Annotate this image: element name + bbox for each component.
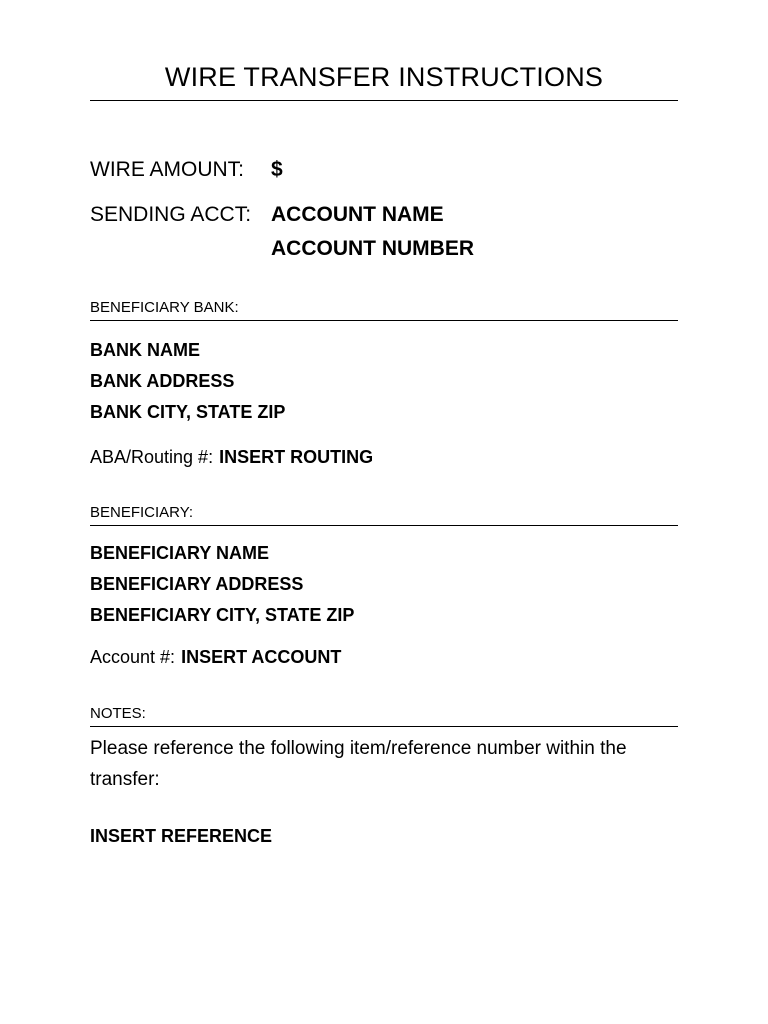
document-title: WIRE TRANSFER INSTRUCTIONS xyxy=(90,62,678,101)
notes-text: Please reference the following item/reference number within the transfer: xyxy=(90,738,627,790)
beneficiary-heading: BENEFICIARY: xyxy=(90,504,678,526)
wire-amount-row xyxy=(90,158,283,182)
bank-name: BANK NAME xyxy=(90,340,200,360)
sending-acct-name: ACCOUNT NAME xyxy=(271,203,444,226)
wire-amount-value: $ xyxy=(271,158,283,181)
beneficiary-name: BENEFICIARY NAME xyxy=(90,543,270,563)
sending-acct-row xyxy=(90,203,444,227)
bank-city-state-zip: BANK CITY, STATE ZIP xyxy=(90,402,286,422)
routing-label: ABA/Routing #: xyxy=(90,447,214,467)
wire-amount-label: WIRE AMOUNT: xyxy=(90,158,245,181)
notes-heading: NOTES: xyxy=(90,705,678,727)
sending-acct-number: ACCOUNT NUMBER xyxy=(271,237,474,260)
bank-address: BANK ADDRESS xyxy=(90,371,235,391)
beneficiary-address: BENEFICIARY ADDRESS xyxy=(90,574,304,594)
routing-row xyxy=(90,447,373,468)
account-label: Account #: xyxy=(90,647,176,667)
account-value: INSERT ACCOUNT xyxy=(181,647,342,667)
reference-value: INSERT REFERENCE xyxy=(90,826,273,846)
sending-acct-label: SENDING ACCT: xyxy=(90,203,252,226)
account-row xyxy=(90,647,341,668)
beneficiary-bank-heading: BENEFICIARY BANK: xyxy=(90,299,678,321)
beneficiary-city-state-zip: BENEFICIARY CITY, STATE ZIP xyxy=(90,605,355,625)
routing-value: INSERT ROUTING xyxy=(219,447,374,467)
